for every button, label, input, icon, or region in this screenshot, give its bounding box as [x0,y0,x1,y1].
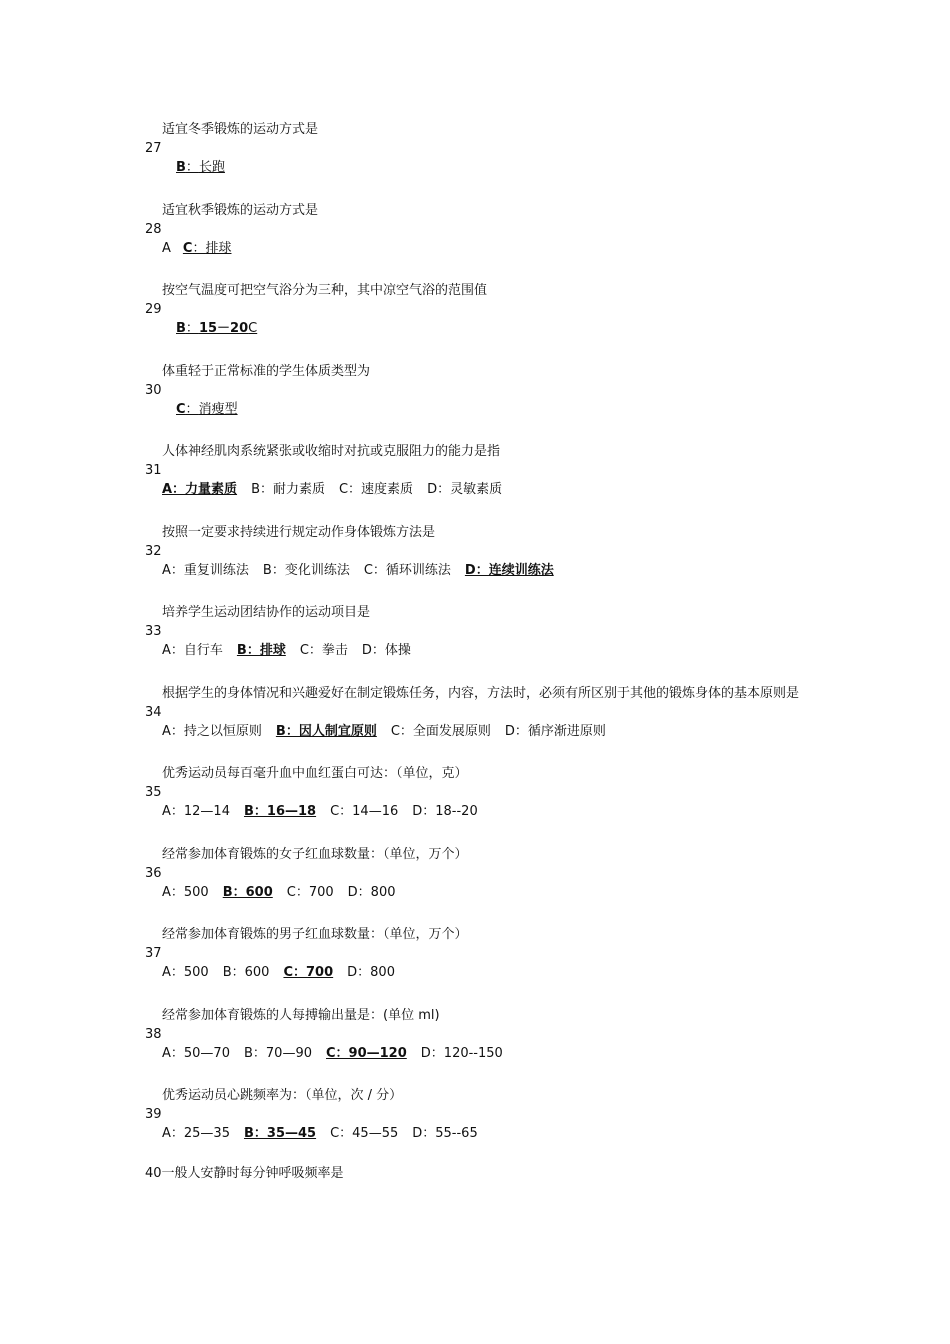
answer-option: B：70—90 [243,1046,312,1061]
selected-answer [162,160,239,175]
answer-option: C：拳击 [299,643,348,658]
selected-answer: A：力量素质 [162,482,238,497]
answer-option: D：循序渐进原则 [504,724,606,739]
question-number: 35 [145,785,162,800]
answer-line [0,158,950,177]
answer-line [0,239,950,258]
question-text: 经常参加体育锻炼的女子红血球数量：（单位，万个） [162,847,468,862]
question-39 [0,1086,950,1143]
question-text: 按照一定要求持续进行规定动作身体锻炼方法是 [162,525,436,540]
question-29 [0,281,950,338]
answer-option: A：重复训练法 [162,563,249,578]
answer-line [0,963,950,982]
answer-option: C：700 [286,885,334,900]
question-38 [0,1006,950,1063]
answer-prefix: A [162,241,171,256]
question-36 [0,845,950,902]
question-text: 优秀运动员心跳频率为：（单位，次 / 分） [162,1088,403,1103]
question-number: 39 [145,1107,162,1122]
answer-colon: ： [185,321,199,336]
answer-option: B：变化训练法 [262,563,350,578]
answer-line [0,883,950,902]
question-number: 28 [145,222,162,237]
question-28 [0,201,950,258]
answer-value: 排球 [205,241,232,256]
answer-option: A：500 [162,885,209,900]
answer-value: 消瘦型 [198,402,238,417]
selected-answer: B：35—45 [243,1126,317,1141]
answer-option: B：600 [222,965,270,980]
answer-colon: ： [185,402,199,417]
question-text: 适宜冬季锻炼的运动方式是 [162,122,319,137]
selected-answer: B：排球 [236,643,286,658]
answer-option: A：25—35 [162,1126,230,1141]
selected-answer: D：连续训练法 [464,563,554,578]
question-text: 优秀运动员每百毫升血中血红蛋白可达：（单位，克） [162,766,468,781]
answer-value: 长跑 [198,160,225,175]
selected-answer: C：90—120 [326,1046,407,1061]
answer-option: D：55--65 [412,1126,478,1141]
question-32 [0,523,950,580]
question-number: 27 [145,141,162,156]
answer-unit: C [248,321,258,336]
answer-line [0,722,950,741]
answer-option: D：800 [347,965,395,980]
question-text: 一般人安静时每分钟呼吸频率是 [161,1166,344,1181]
question-number: 32 [145,544,162,559]
answer-option: A：500 [162,965,209,980]
answer-line [0,319,950,338]
answer-option: A：12—14 [162,804,230,819]
question-34 [0,684,950,741]
question-40 [145,1164,344,1183]
answer-option: D：18--20 [412,804,478,819]
question-number: 29 [145,302,162,317]
answer-line [0,1124,950,1143]
selected-answer: B：因人制宜原则 [275,724,377,739]
answer-option: A：持之以恒原则 [162,724,262,739]
answer-option: C：全面发展原则 [390,724,491,739]
selected-answer [162,321,257,336]
selected-answer [181,241,232,256]
question-number: 38 [145,1027,162,1042]
question-text: 人体神经肌肉系统紧张或收缩时对抗或克服阻力的能力是指 [162,444,501,459]
selected-answer [162,402,252,417]
question-text: 体重轻于正常标准的学生体质类型为 [162,364,371,379]
question-35 [0,764,950,821]
question-31 [0,442,950,499]
question-27 [0,120,950,177]
answer-letter: C [182,241,193,256]
answer-line [0,400,950,419]
answer-option: D：灵敏素质 [427,482,503,497]
question-30 [0,362,950,419]
answer-line [0,641,950,660]
question-number: 30 [145,383,162,398]
question-37 [0,925,950,982]
question-number: 40 [145,1166,162,1181]
question-number: 37 [145,946,162,961]
question-number: 34 [145,705,162,720]
answer-line [0,561,950,580]
answer-option: D：120--150 [420,1046,503,1061]
question-number: 36 [145,866,162,881]
selected-answer: B：16—18 [243,804,317,819]
answer-colon: ： [185,160,199,175]
answer-letter: B [176,160,186,175]
question-33 [0,603,950,660]
question-number: 33 [145,624,162,639]
question-text: 适宜秋季锻炼的运动方式是 [162,203,319,218]
answer-line [0,802,950,821]
selected-answer: B：600 [222,885,273,900]
answer-option: C：14—16 [330,804,399,819]
answer-value: 15－20 [198,321,249,336]
answer-letter: B [176,321,186,336]
answer-option: B：耐力素质 [251,482,325,497]
question-text: 培养学生运动团结协作的运动项目是 [162,605,371,620]
answer-option: A：自行车 [162,643,223,658]
answer-option: C：速度素质 [338,482,414,497]
answer-option: D：体操 [361,643,411,658]
answer-option: C：循环训练法 [363,563,451,578]
answer-option: D：800 [347,885,396,900]
question-text: 经常参加体育锻炼的男子红血球数量：（单位，万个） [162,927,468,942]
answer-letter: C [176,402,186,417]
answer-option: C：45—55 [330,1126,399,1141]
answer-colon: ： [192,241,206,256]
question-text: 按空气温度可把空气浴分为三种，其中凉空气浴的范围值 [162,283,488,298]
answer-option: A：50—70 [162,1046,230,1061]
question-text: 经常参加体育锻炼的人每搏输出量是：(单位 ml) [162,1008,440,1023]
question-number: 31 [145,463,162,478]
question-text: 根据学生的身体情况和兴趣爱好在制定锻炼任务，内容，方法时，必须有所区别于其他的锻炼身体的基本原则是 [162,686,800,701]
answer-line [0,1044,950,1063]
answer-line [0,480,950,499]
selected-answer: C：700 [283,965,334,980]
